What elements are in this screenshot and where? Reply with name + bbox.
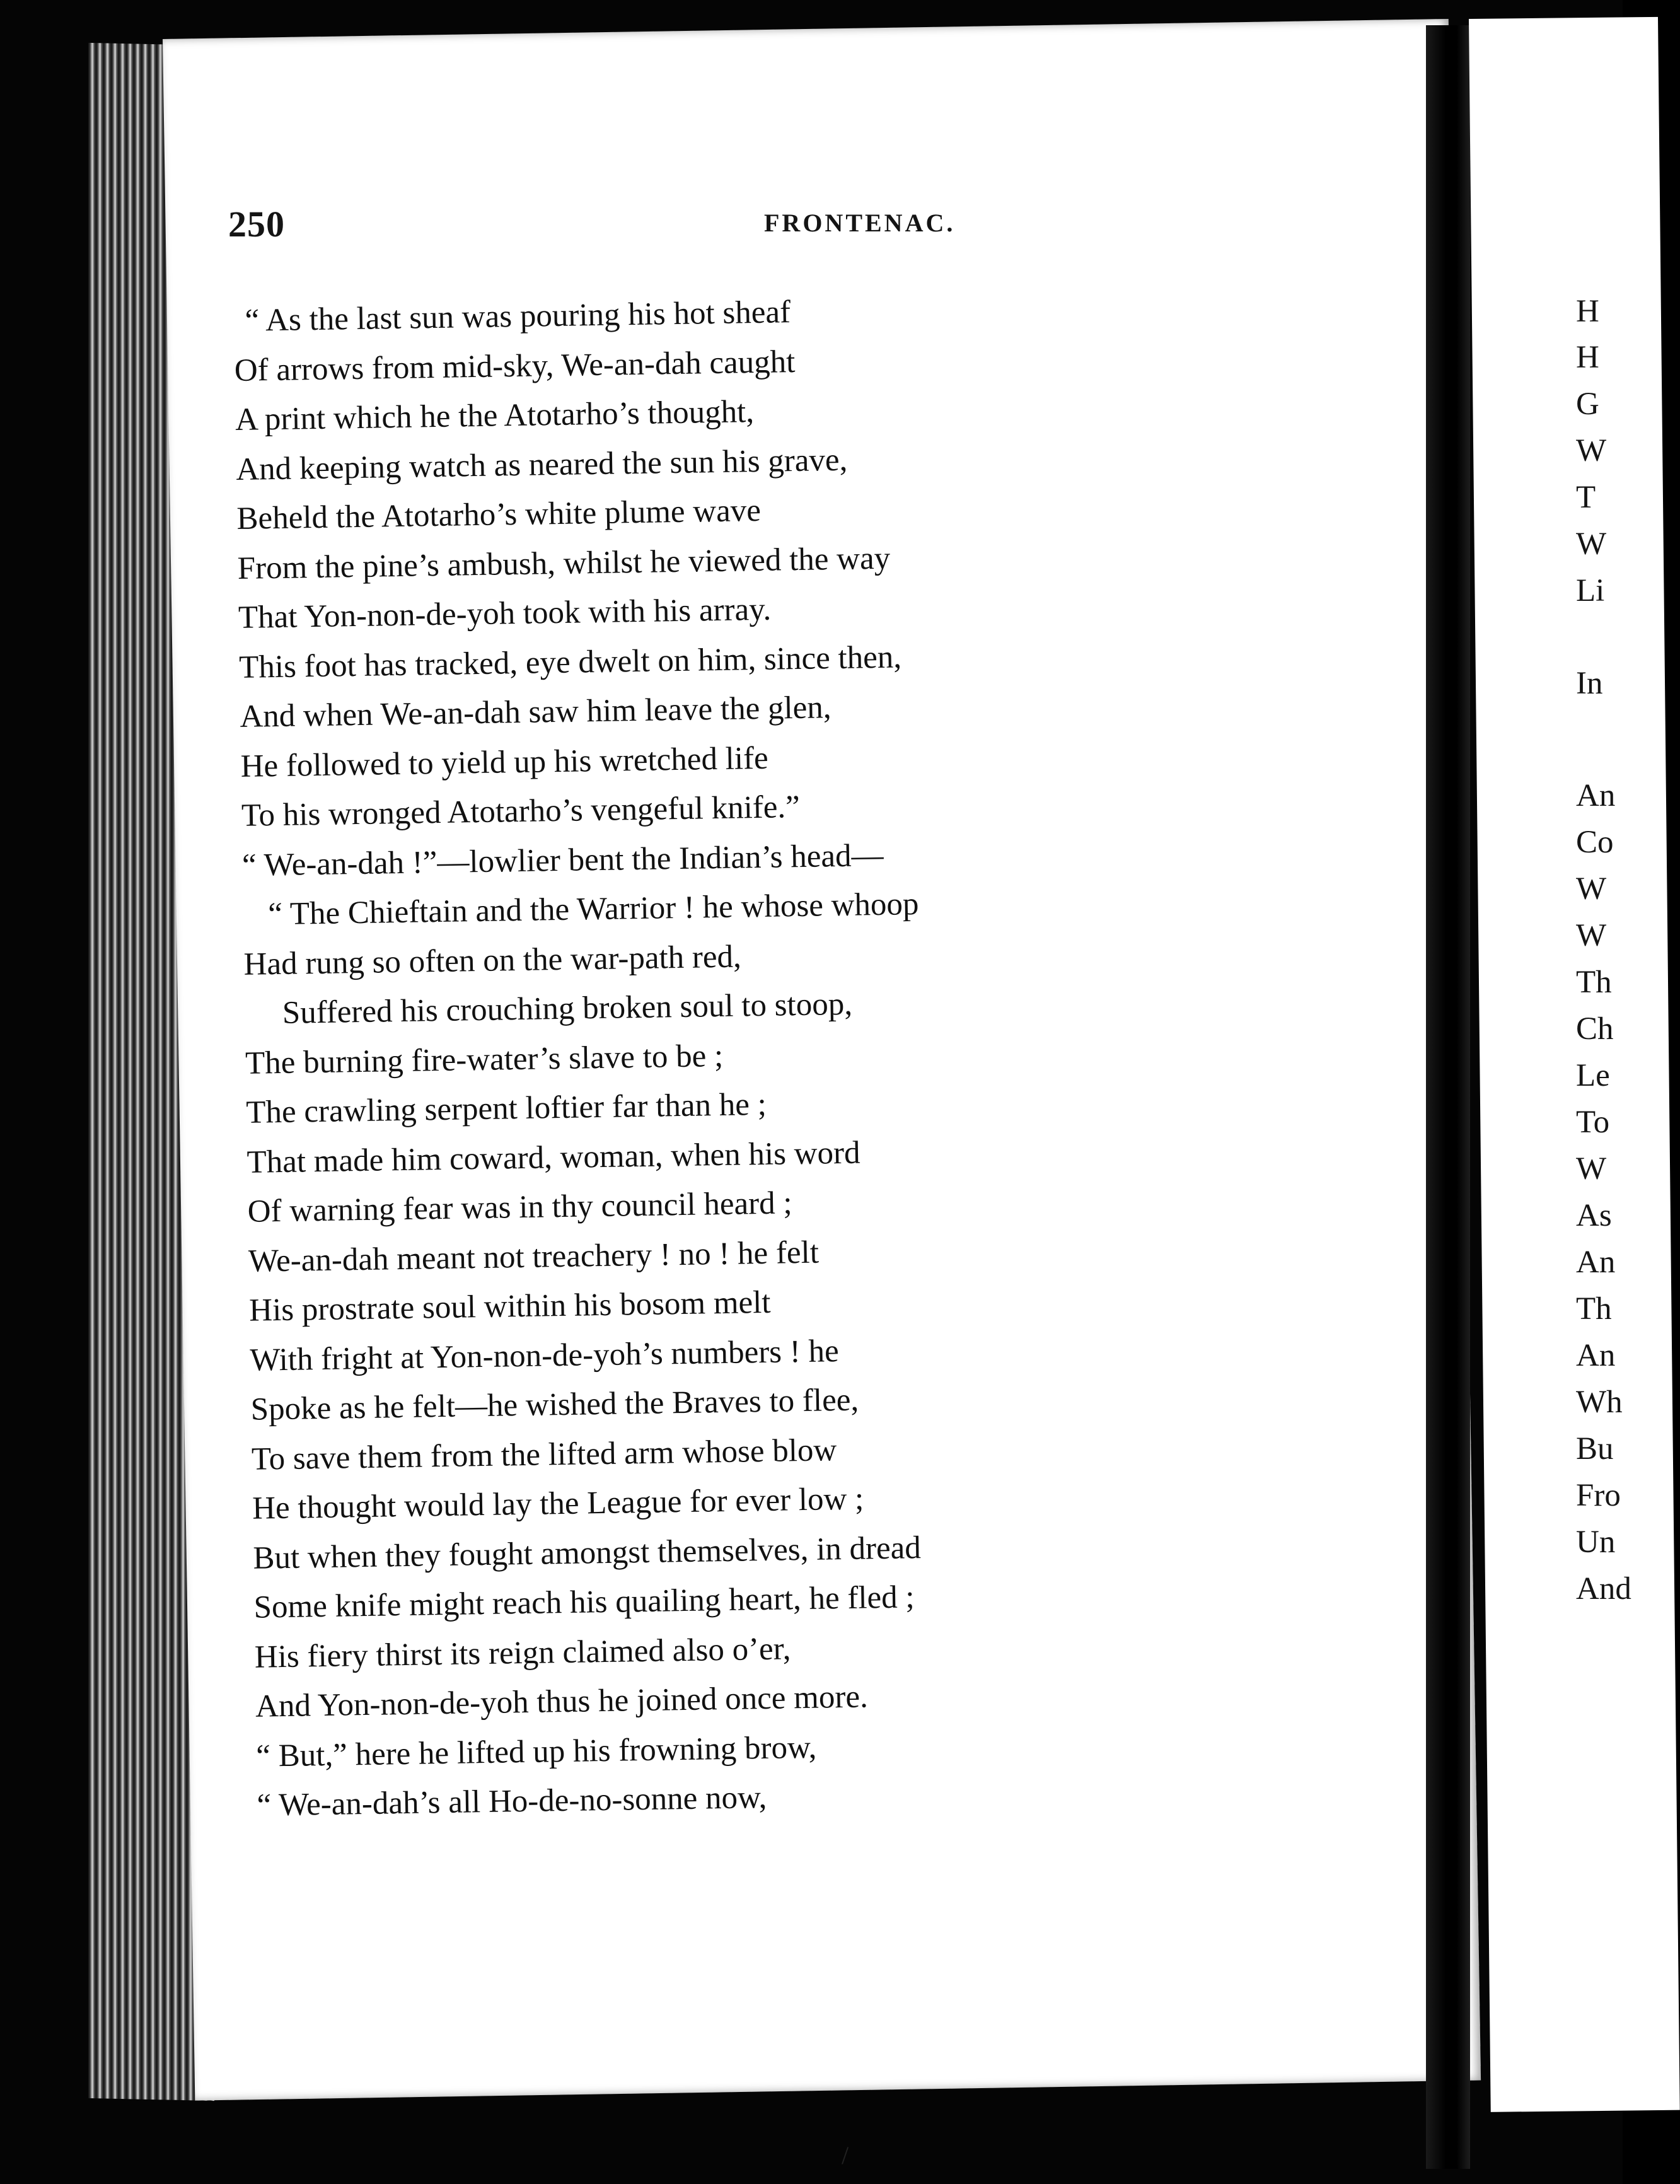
right-page-fragment: As xyxy=(1576,1198,1612,1233)
right-page-fragment: Th xyxy=(1576,965,1612,1000)
poem-line: But when they fought amongst themselves, in dread xyxy=(252,1530,922,1576)
poem-line: His prostrate soul within his bosom melt xyxy=(248,1284,771,1328)
poem-line: He followed to yield up his wretched life xyxy=(240,740,769,784)
right-page-fragment: An xyxy=(1576,1245,1616,1280)
poem-line: “ But,” here he lifted up his frowning brow, xyxy=(255,1729,817,1774)
right-page-fragment: H xyxy=(1576,294,1599,329)
poem-line: His fiery thirst its reign claimed also o’er, xyxy=(254,1630,791,1675)
poem-line: Spoke as he felt—he wished the Braves to flee, xyxy=(250,1382,859,1427)
right-page-fragment: An xyxy=(1576,778,1616,813)
right-page-fragment: And xyxy=(1576,1571,1631,1606)
right-page-fragment: Co xyxy=(1576,825,1614,860)
right-page-fragment: W xyxy=(1576,871,1607,907)
poem-line: To his wronged Atotarho’s vengeful knife.” xyxy=(241,789,801,834)
right-page-fragment: Un xyxy=(1576,1525,1616,1560)
right-page-fragment: Fro xyxy=(1576,1478,1621,1513)
right-page-fragment: H xyxy=(1576,340,1599,375)
right-page-fragment: W xyxy=(1576,918,1607,953)
right-page-fragment: Bu xyxy=(1576,1431,1614,1467)
running-title: FRONTENAC. xyxy=(764,209,956,237)
poem-line: And Yon-non-de-yoh thus he joined once more. xyxy=(255,1679,869,1724)
bottom-mark: / xyxy=(842,2141,849,2169)
poem-line: Had rung so often on the war-path red, xyxy=(243,938,742,982)
right-page-fragment: Li xyxy=(1576,573,1605,608)
poem-line: To save them from the lifted arm whose blow xyxy=(251,1432,837,1477)
right-page-fragment: Ch xyxy=(1576,1011,1614,1047)
page-number: 250 xyxy=(228,204,285,245)
poem-line: “ The Chieftain and the Warrior ! he whose whoop xyxy=(267,886,919,932)
poem-line: And keeping watch as neared the sun his grave, xyxy=(235,442,848,487)
poem-line: With fright at Yon-non-de-yoh’s numbers ! he xyxy=(250,1333,840,1378)
poem-line: Suffered his crouching broken soul to stoop, xyxy=(282,986,853,1031)
poem-line: The burning fire-water’s slave to be ; xyxy=(245,1038,724,1081)
right-page-fragment: Wh xyxy=(1576,1385,1623,1420)
poem-line: Some knife might reach his quailing heart, he fled ; xyxy=(253,1579,915,1625)
right-page-fragment: W xyxy=(1576,433,1607,468)
right-page-fragment: W xyxy=(1576,1151,1607,1187)
right-page-fragment: G xyxy=(1576,386,1599,422)
poem-line: He thought would lay the League for ever low ; xyxy=(252,1481,864,1526)
right-page xyxy=(1469,17,1680,2112)
right-page-fragment: To xyxy=(1576,1105,1610,1140)
poem-line: That Yon-non-de-yoh took with his array. xyxy=(238,591,772,636)
right-page-fragment: Th xyxy=(1576,1291,1612,1327)
poem-line: That made him coward, woman, when his word xyxy=(246,1135,860,1180)
poem-text xyxy=(233,281,1278,1831)
poem-line: “ We-an-dah’s all Ho-de-no-sonne now, xyxy=(257,1780,767,1823)
poem-line: Of warning fear was in thy council heard ; xyxy=(247,1185,793,1229)
poem-line: This foot has tracked, eye dwelt on him, since then, xyxy=(238,639,902,685)
poem-line: Of arrows from mid-sky, We-an-dah caught xyxy=(234,344,796,388)
right-page-fragment: In xyxy=(1576,666,1603,701)
page-header xyxy=(228,203,1048,253)
poem-line: A print which he the Atotarho’s thought, xyxy=(235,394,755,438)
poem-line: From the pine’s ambush, whilst he viewed the way xyxy=(237,540,891,586)
poem-line: Beheld the Atotarho’s white plume wave xyxy=(236,492,762,537)
right-page-fragments xyxy=(1576,0,1631,2184)
poem-line: We-an-dah meant not treachery ! no ! he felt xyxy=(248,1234,820,1279)
poem-line: “ We-an-dah !”—lowlier bent the Indian’s head— xyxy=(241,837,884,883)
poem-line: The crawling serpent loftier far than he ; xyxy=(245,1086,767,1130)
right-page-fragment: Le xyxy=(1576,1058,1610,1093)
right-page-fragment: An xyxy=(1576,1338,1616,1373)
book-gutter xyxy=(1426,25,1470,2169)
right-page-fragment: W xyxy=(1576,526,1607,562)
poem-line: “ As the last sun was pouring his hot sheaf xyxy=(245,294,791,339)
right-page-fragment: T xyxy=(1576,480,1596,515)
poem-line: And when We-an-dah saw him leave the glen, xyxy=(240,690,831,735)
